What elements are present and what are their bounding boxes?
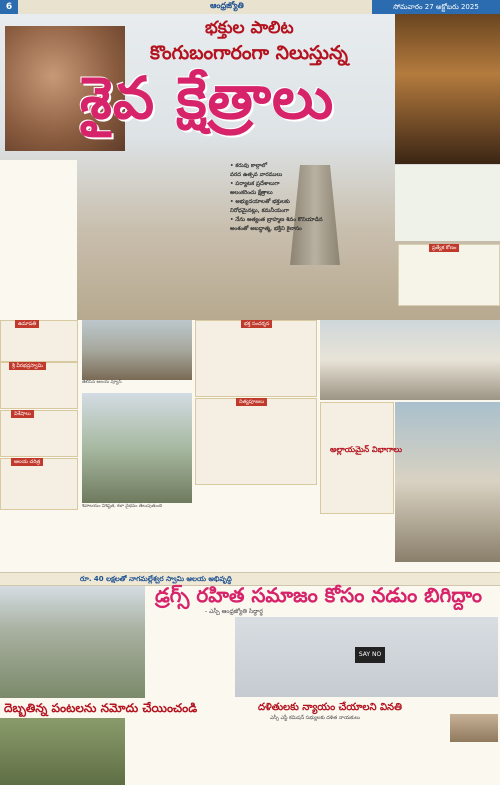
bullet-item: అంశంతో అబద్ధాత్మ, భక్తిని కైలాసం (230, 226, 302, 232)
strip-text: రూ. 40 లక్షలతో నాగమల్లేశ్వర స్వామి ఆలయ అభివృద్ధి (80, 575, 232, 583)
photo-caption: శివాలయం విశిష్టత, కళా వైభవం తెలుపుతుంది (82, 504, 163, 509)
dalit-story-subhead: ఎస్సీ ఎస్టీ కమిషన్ సభ్యులకు దళిత నాయకులు (270, 715, 361, 721)
info-box (0, 362, 78, 409)
box-heading: ఆలయ చరిత్ర (11, 458, 43, 466)
crop-story-headline: దెబ్బతిన్న పంటలను నమోదు చేయించండి (4, 701, 198, 715)
date-badge: సోమవారం 27 అక్టోబరు 2025 (372, 0, 500, 14)
crop-story (0, 700, 245, 785)
bullet-item: నిరోధమైనట్లు, కమనీయంగా (230, 208, 290, 214)
box-heading: విశేషాలు (11, 410, 34, 418)
brand-name: ఆంధ్రజ్యోతి (210, 1, 244, 10)
dalit-story-headline: దళితులకు న్యాయం చేయాలని వినతి (258, 702, 402, 713)
info-box (0, 320, 78, 362)
shrine-photo (82, 393, 192, 503)
dalit-story (250, 700, 500, 785)
temple-complex-photo (320, 320, 500, 400)
special-angle-box (398, 244, 500, 306)
info-box (195, 398, 317, 485)
info-box (0, 458, 78, 510)
box-heading: శ్రీ వీరభద్రస్వామి (9, 362, 46, 370)
page-number: 6 (0, 0, 18, 14)
hero-title: శైవ క్షేత్రాలు (80, 64, 335, 132)
info-box (195, 320, 317, 397)
bullet-item: • నేను అత్యంత బ్రాహ్మణ శివం కొనియాడిన (230, 217, 323, 223)
drug-awareness-photo (235, 617, 498, 697)
bullet-item: • అభ్యుదయాలతో భక్తులకు (230, 199, 290, 205)
temple-interior-photo (395, 14, 500, 164)
box-heading: భక్త సందర్శన (241, 320, 272, 328)
farm-photo (0, 718, 125, 785)
box-title: అల్లాయమైన్ విభాగాలు (330, 445, 403, 454)
hero-subtitle-2: కొంగుబంగారంగా నిలుస్తున్న (150, 42, 348, 64)
box-heading: ప్రత్యేక కోణం (429, 244, 459, 252)
info-box (320, 402, 394, 514)
bullet-item: అలంకరించు క్షేత్రాలు (230, 190, 273, 196)
box-heading: ఉమాపతి (15, 320, 39, 328)
bullet-item: వరద ఉత్సవ వారములు (230, 172, 283, 178)
hero-subtitle-1: భక్తుల పాలిట (205, 18, 294, 38)
right-column-text (395, 165, 500, 241)
box-heading: నిత్యపూజలు (236, 398, 267, 406)
drug-story-byline: - ఎస్పీ ఆంధ్రజ్యోతి సిద్ధార్థ (205, 608, 263, 615)
photo-caption: తెలిసిన ఆలయ వ్యూస్ (82, 380, 122, 385)
delegation-photo (450, 714, 498, 742)
info-box (0, 410, 78, 457)
hero-bullets (230, 162, 410, 234)
dam-photo (0, 586, 145, 698)
middle-section (0, 320, 500, 575)
gateway-photo (395, 402, 500, 562)
bullet-item: • పర్యాటక ప్రదేశాలుగా (230, 181, 280, 187)
temple-photo (82, 320, 192, 380)
bullet-item: • కరువు కాల్గాలో (230, 163, 268, 169)
say-no-banner: SAY NO (355, 647, 385, 663)
drug-story-headline: డ్రగ్స్ రహిత సమాజం కోసం నడుం బిగిద్దాం (155, 583, 482, 607)
